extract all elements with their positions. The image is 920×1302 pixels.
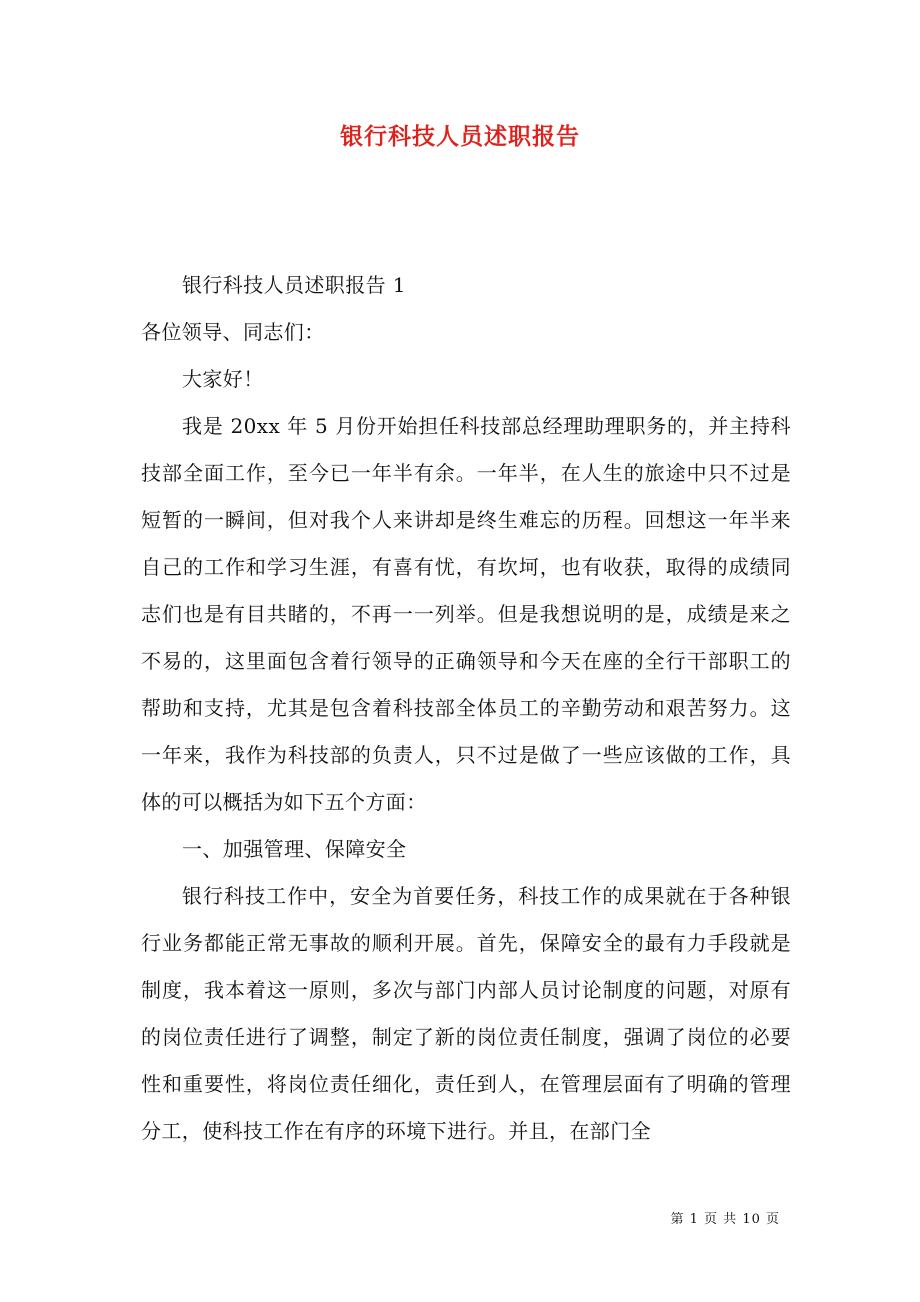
section-heading: 银行科技人员述职报告 1: [182, 273, 406, 297]
document-title: 银行科技人员述职报告: [340, 123, 580, 150]
subheading-management-safety: 一、加强管理、保障安全: [182, 837, 407, 861]
paragraph-safety: 银行科技工作中，安全为首要任务，科技工作的成果就在于各种银行业务都能正常无事故的顺利开展。首先，保障安全的最有力手段就是制度，我本着这一原则，多次与部门内部人员讨论制度的问题，对原有的岗位责任进行了调整，制定了新的岗位责任制度，强调了岗位的必要性和重要性，将岗位责任细化，责任到人，在管理层面有了明确的管理分工，使科技工作在有序的环境下进行。并且，在部门全: [141, 884, 791, 1143]
salutation: 各位领导、同志们：: [141, 320, 325, 344]
page-number-footer: 第 1 页 共 10 页: [670, 1212, 780, 1227]
greeting: 大家好！: [182, 367, 264, 391]
paragraph-intro: 我是 20xx 年 5 月份开始担任科技部总经理助理职务的，并主持科技部全面工作，至今已一年半有余。一年半，在人生的旅途中只不过是短暂的一瞬间，但对我个人来讲却是终生难忘的历程。回想这一年半来自己的工作和学习生涯，有喜有忧，有坎坷，也有收获，取得的成绩同志们也是有目共睹的，不再一一列举。但是我想说明的是，成绩是来之不易的，这里面包含着行领导的正确领导和今天在座的全行干部职工的帮助和支持，尤其是包含着科技部全体员工的辛勤劳动和艰苦努力。这一年来，我作为科技部的负责人，只不过是做了一些应该做的工作，具体的可以概括为如下五个方面：: [141, 414, 791, 814]
document-body: [141, 262, 791, 1155]
